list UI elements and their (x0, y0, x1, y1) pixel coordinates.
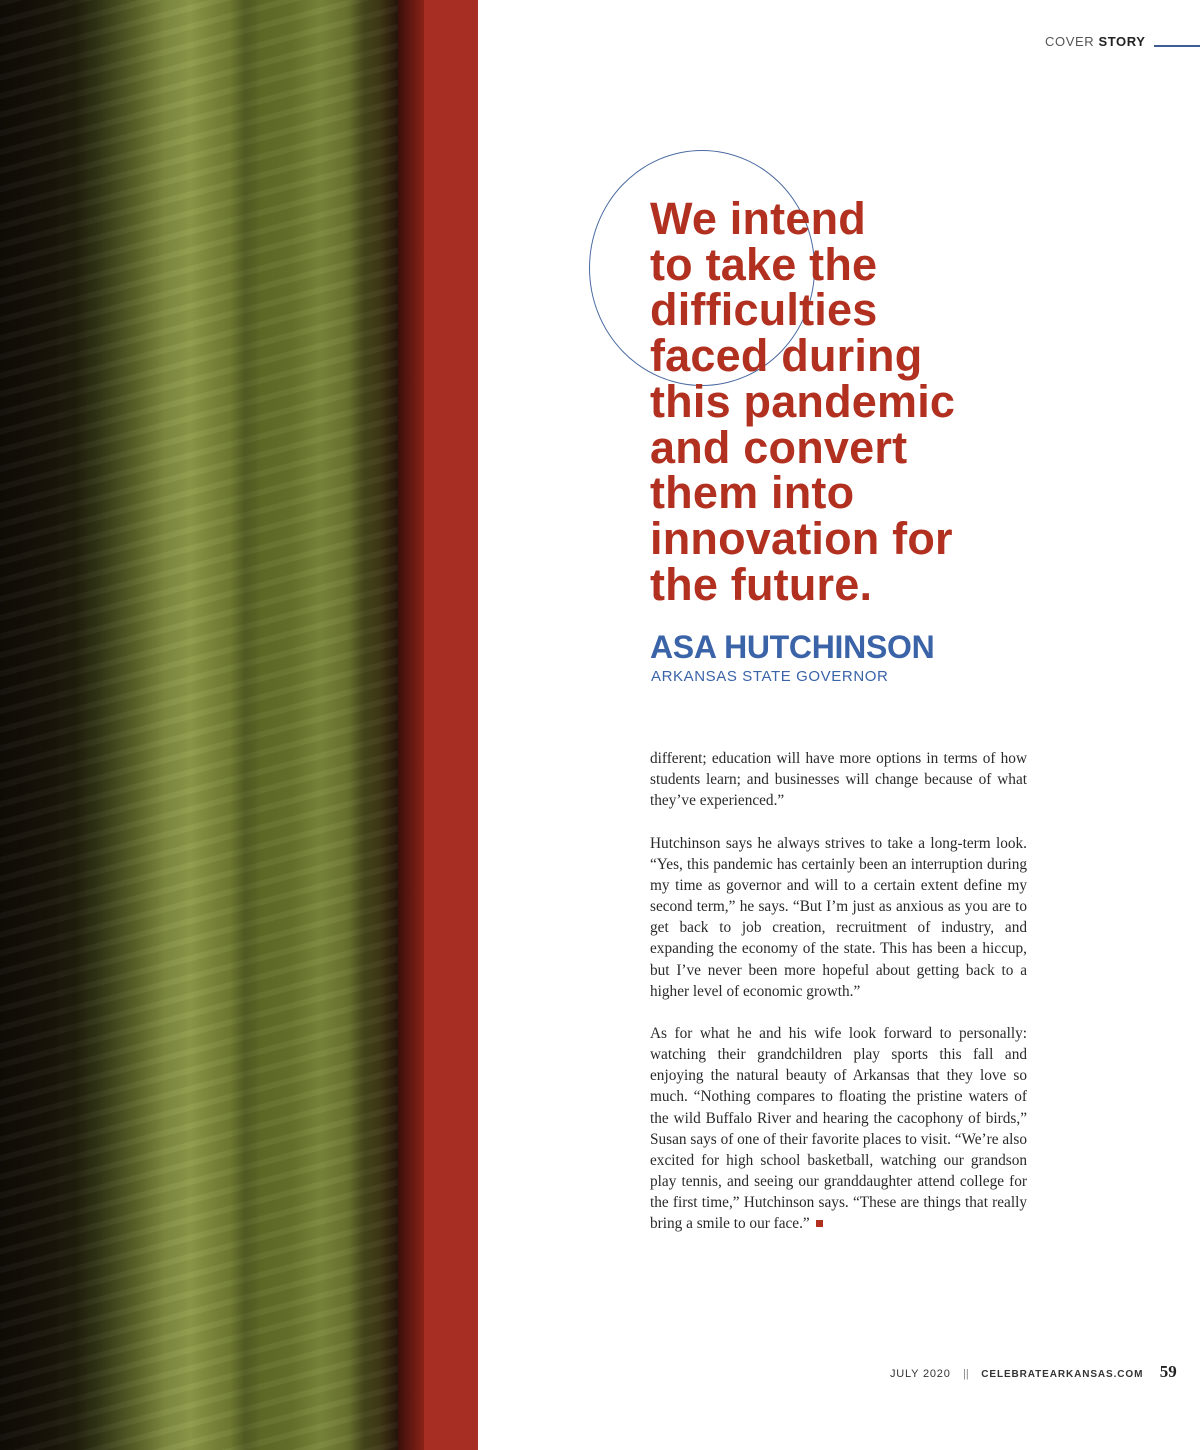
pull-quote-line: the future. (650, 558, 873, 610)
section-header-light: COVER (1045, 34, 1099, 49)
section-header-bold: STORY (1098, 34, 1146, 49)
curtain-fold-shadow (60, 0, 90, 1450)
pull-quote (650, 193, 1030, 610)
curtain-fold-shadow (230, 0, 260, 1450)
section-header (1045, 34, 1146, 49)
pull-quote-line: and convert (650, 421, 908, 473)
curtain-edge-shadow (398, 0, 424, 1450)
speaker-name: ASA HUTCHINSON (650, 629, 935, 665)
red-vertical-band (424, 0, 478, 1450)
speaker-title: ARKANSAS STATE GOVERNOR (651, 668, 889, 685)
page-footer (890, 1362, 1177, 1382)
pull-quote-line: We intend (650, 193, 866, 244)
body-paragraph-text: As for what he and his wife look forward to personally: watching their grandchildren play sports this fall and enjoying the natural beauty of Arkansas that they love so much. “Nothing compares to floating the pristine waters of the wild Buffalo River and hearing the cacophony of birds,” Susan says of one of their favorite places to visit. “We’re also excited for high school basketball, watching our grandson play tennis, and seeing our granddaughter attend college for the first time,” Hutchinson says. “These are things that really bring a smile to our face.” (650, 1025, 1027, 1233)
footer-separator: || (963, 1368, 969, 1380)
pull-quote-line: innovation for (650, 512, 953, 564)
section-header-rule (1154, 45, 1200, 47)
article-body (650, 748, 1027, 1256)
pull-quote-line: them into (650, 467, 855, 519)
page-number: 59 (1159, 1362, 1177, 1381)
pull-quote-line: faced during (650, 330, 923, 382)
pull-quote-line: to take the (650, 238, 878, 290)
curtain-photo (0, 0, 400, 1450)
pull-quote-line: difficulties (650, 284, 878, 336)
pull-quote-line: this pandemic (650, 375, 956, 427)
body-paragraph: different; education will have more options in terms of how students learn; and businesses will change because of what they’ve experienced.” (650, 750, 1027, 810)
end-of-article-mark (816, 1220, 823, 1227)
footer-website: CELEBRATEARKANSAS.COM (981, 1369, 1144, 1380)
footer-date: JULY 2020 (890, 1368, 951, 1380)
body-paragraph-last (650, 1023, 1027, 1235)
curtain-fold-shadow (350, 0, 380, 1450)
body-paragraph: Hutchinson says he always strives to take a long-term look. “Yes, this pandemic has certainly been an interruption during my time as governor and will to a certain extent define my second term,” he says. “But I’m just as anxious as you are to get back to job creation, recruitment of industry, and expanding the economy of the state. This has been a hiccup, but I’ve never been more hopeful about getting back to a higher level of economic growth.” (650, 834, 1027, 1000)
